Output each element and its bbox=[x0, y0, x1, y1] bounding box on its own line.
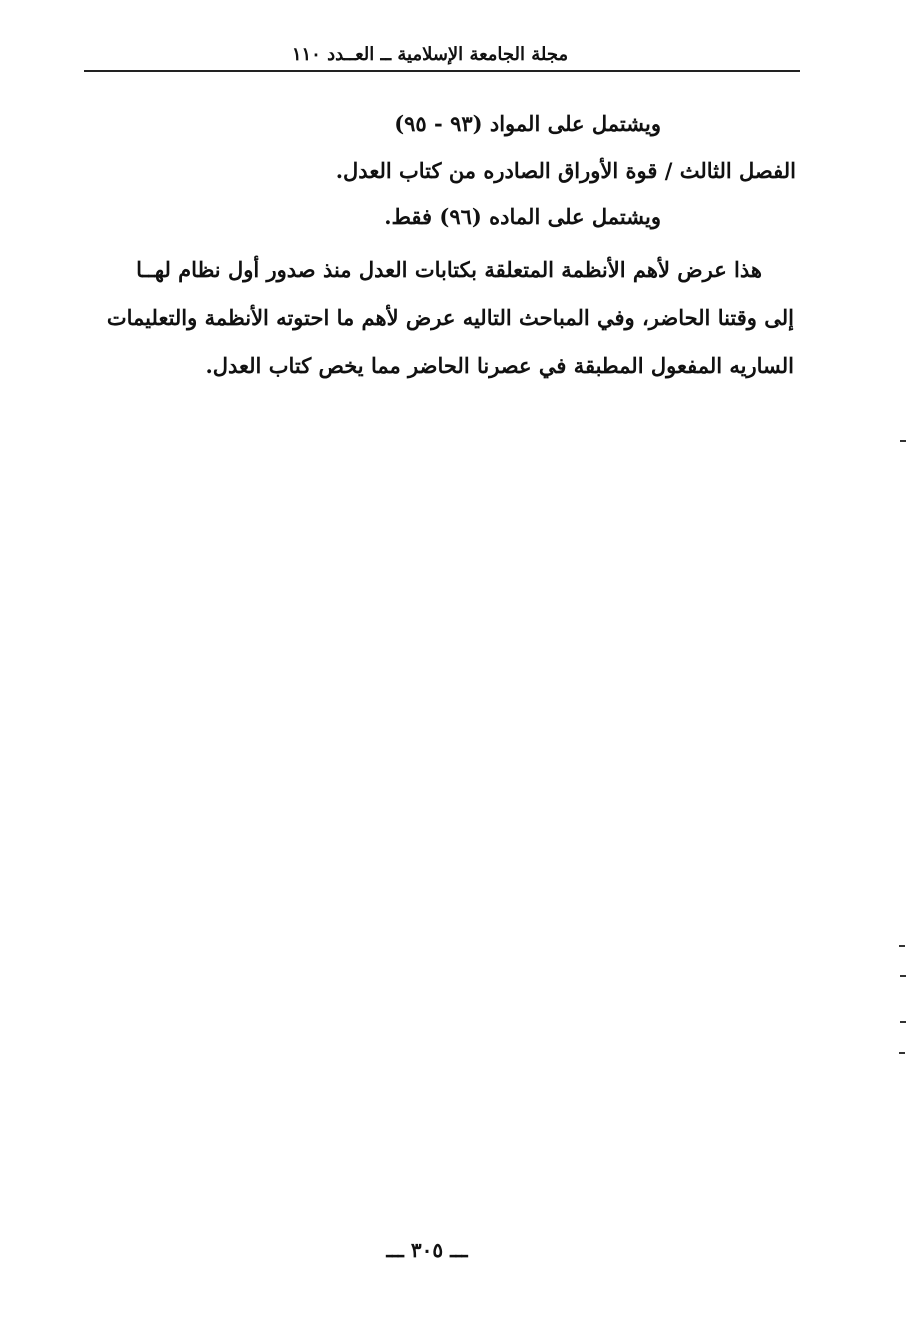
scan-margin-mark bbox=[900, 975, 906, 977]
body-line-chapter-three: الفصل الثالث / قوة الأوراق الصادره من كتاب العدل. bbox=[335, 158, 796, 183]
page-number: ـــ ٣٠٥ ـــ bbox=[386, 1238, 468, 1262]
header-rule bbox=[84, 70, 800, 72]
journal-header-title: مجلة الجامعة الإسلامية ــ العــدد ١١٠ bbox=[291, 44, 569, 65]
paragraph-line: إلى وقتنا الحاضر، وفي المباحث التاليه عرض لأهم ما احتوته الأنظمة والتعليمات bbox=[106, 305, 794, 330]
scan-margin-mark bbox=[900, 1021, 906, 1023]
scan-margin-mark bbox=[900, 440, 906, 442]
body-line-articles-93-95: ويشتمل على المواد (٩٣ - ٩٥) bbox=[394, 111, 661, 136]
body-paragraph bbox=[84, 246, 794, 390]
scan-margin-mark bbox=[899, 1052, 905, 1054]
scan-margin-mark bbox=[899, 945, 905, 947]
body-line-article-96: ويشتمل على الماده (٩٦) فقط. bbox=[384, 204, 661, 229]
paragraph-line: الساريه المفعول المطبقة في عصرنا الحاضر مما يخص كتاب العدل. bbox=[205, 353, 794, 378]
paragraph-line: هذا عرض لأهم الأنظمة المتعلقة بكتابات العدل منذ صدور أول نظام لهــا bbox=[136, 257, 762, 282]
